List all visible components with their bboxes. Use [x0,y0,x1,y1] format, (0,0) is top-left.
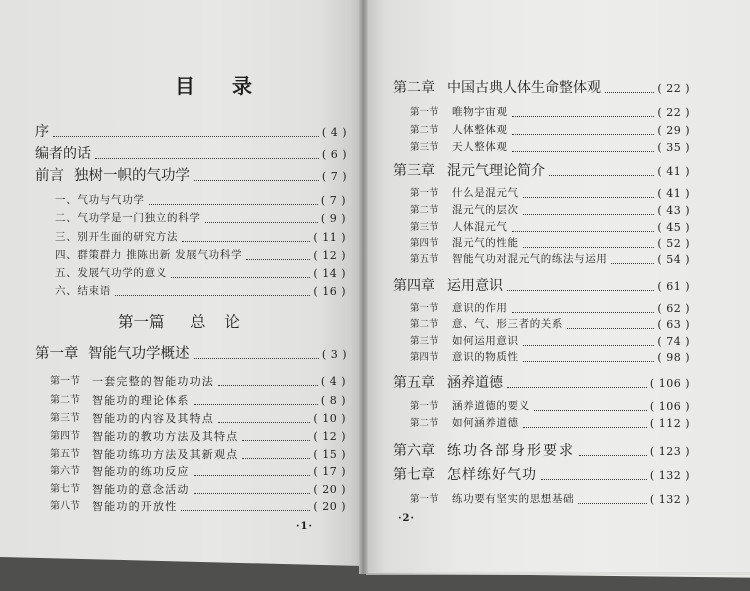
dot-leader [218,422,310,423]
toc-chapter [393,375,690,392]
toc-section [410,300,690,317]
entry-title: 三、别开生面的研究方法 [55,231,179,243]
entry-label: 第二节 [50,395,80,406]
toc-section [410,185,690,202]
entry-title: 智能气功对混元气的练法与运用 [452,253,608,265]
toc-entry [55,210,346,227]
toc-section [410,139,690,156]
entry-label: 第四节 [410,238,439,249]
toc-section [410,235,690,252]
entry-label: 第二节 [410,319,439,330]
dot-leader [53,136,319,137]
toc-entry [35,124,347,141]
entry-page: ( 61 ) [657,280,690,293]
entry-label: 第七章 [393,467,435,483]
toc-section [410,316,690,333]
dot-leader [181,510,310,511]
entry-label: 第五节 [50,449,80,460]
entry-title: 智能功的练功反应 [92,465,190,478]
toc-section [410,251,690,268]
entry-page: ( 16 ) [313,285,346,298]
entry-label: 第八节 [50,501,80,512]
entry-title: 智能功练功方法及其新观点 [92,448,239,461]
entry-title: 人体混元气 [452,221,508,233]
dot-leader [194,493,311,494]
entry-page: ( 12 ) [313,249,346,262]
entry-title: 智能气功学概述 [88,346,190,362]
entry-title: 意识的作用 [452,302,508,314]
toc-entry [55,229,346,246]
dot-leader [534,410,647,411]
dot-leader [523,214,655,215]
entry-page: ( 74 ) [657,335,690,348]
entry-page: ( 8 ) [320,394,346,407]
toc-chapter [35,346,347,363]
entry-page: ( 132 ) [649,493,690,506]
toc-entry [55,247,346,264]
toc-section [410,415,690,432]
dot-leader [194,358,319,359]
entry-title: 智能功的开放性 [92,500,178,513]
entry-label: 第一节 [410,401,439,412]
entry-label: 第三节 [410,222,439,233]
toc-section [50,428,346,445]
dot-leader [512,231,655,232]
dot-leader [194,475,311,476]
entry-title: 五、发展气功学的意义 [55,267,167,279]
entry-title: 智能功的教功方法及其特点 [92,430,239,443]
entry-label: 第四章 [393,278,435,294]
entry-label: 第六章 [393,443,435,459]
entry-title: 二、气功学是一门独立的科学 [55,212,201,224]
book-gutter [359,0,368,574]
entry-page: ( 112 ) [649,417,690,430]
entry-title: 编者的话 [35,146,91,162]
entry-page: ( 35 ) [657,141,690,154]
toc-section [410,219,690,236]
entry-label: 第二节 [410,205,439,216]
entry-label: 第一章 [35,346,79,362]
entry-label: 第四节 [410,352,439,363]
entry-page: ( 132 ) [649,469,690,482]
entry-label: 第四节 [50,431,80,442]
dot-leader [512,151,655,152]
toc-section [410,202,690,219]
dot-leader [541,479,647,480]
toc-section [50,410,346,427]
entry-page: ( 15 ) [313,448,346,461]
dot-leader [507,290,654,291]
entry-label: 第一节 [410,188,439,199]
toc-title: 目 录 [175,74,252,98]
page-stack-edge [366,572,750,575]
entry-label: 第二章 [393,80,435,96]
entry-page: ( 45 ) [657,221,690,234]
entry-page: ( 22 ) [657,82,690,95]
dot-leader [549,175,654,176]
part-title: 总 论 [190,313,240,331]
entry-label: 第一节 [410,494,439,505]
toc-chapter [393,443,690,460]
entry-title: 涵养道德的要义 [452,400,530,412]
entry-label: 第三节 [410,142,439,153]
entry-page: ( 17 ) [313,465,346,478]
toc-entry [35,146,347,163]
toc-chapter [393,278,690,295]
entry-title: 练功要有坚实的思想基础 [452,493,575,505]
dot-leader [605,92,654,93]
toc-section [50,446,346,463]
entry-page: ( 11 ) [313,231,346,244]
dot-leader [507,387,647,388]
page-number-left: ·1· [296,521,313,532]
toc-chapter [393,80,690,97]
toc-section [50,373,346,390]
entry-page: ( 12 ) [313,430,346,443]
entry-page: ( 20 ) [313,500,346,513]
entry-label: 第三节 [50,413,80,424]
entry-label: 第六节 [50,466,80,477]
entry-title: 智能功的理论体系 [92,394,190,407]
toc-entry [35,168,347,185]
entry-label: 前言 [35,168,64,184]
entry-page: ( 29 ) [657,124,690,137]
toc-entry [55,265,346,282]
toc-section [410,122,690,139]
dot-leader [242,458,310,459]
entry-title: 一、气功与气功学 [55,194,145,206]
dot-leader [523,247,655,248]
entry-label: 第二节 [410,418,439,429]
dot-leader [579,455,647,456]
entry-title: 如何涵养道德 [452,417,519,429]
part-label: 第一篇 [118,313,165,331]
entry-label: 第五章 [393,375,435,391]
dot-leader [512,116,655,117]
entry-page: ( 41 ) [657,187,690,200]
toc-section [410,398,690,415]
toc-section [410,333,690,350]
dot-leader [567,328,654,329]
toc-section [410,104,690,121]
dot-leader [182,241,310,242]
dot-leader [512,312,655,313]
entry-page: ( 63 ) [657,318,690,331]
entry-page: ( 106 ) [649,377,690,390]
dot-leader [611,263,654,264]
dot-leader [95,158,319,159]
entry-page: ( 22 ) [657,106,690,119]
entry-label: 第一节 [410,107,439,118]
entry-title: 独树一帜的气功学 [74,168,190,184]
entry-title: 涵养道德 [447,375,503,391]
dot-leader [512,134,655,135]
dot-leader [115,295,310,296]
entry-page: ( 123 ) [649,445,690,458]
entry-title: 如何运用意识 [452,335,519,347]
dot-leader [194,180,319,181]
entry-label: 第七节 [50,484,80,495]
dot-leader [149,204,318,205]
entry-page: ( 54 ) [657,253,690,266]
entry-title: 四、群策群力 推陈出新 发展气功科学 [55,249,243,261]
dot-leader [523,345,655,346]
entry-label: 第一节 [410,303,439,314]
page-number-right: ·2· [398,513,415,524]
entry-title: 六、结束语 [55,285,111,297]
entry-page: ( 41 ) [657,165,690,178]
entry-title: 混元气理论简介 [447,163,545,179]
toc-entry [55,283,346,300]
dot-leader [523,361,655,362]
entry-title: 练功各部身形要求 [447,443,575,459]
entry-page: ( 52 ) [657,237,690,250]
entry-page: ( 14 ) [313,267,346,280]
toc-section [50,498,346,515]
entry-title: 什么是混元气 [452,187,519,199]
entry-title: 混元气的性能 [452,237,519,249]
entry-title: 一套完整的智能功功法 [92,375,214,388]
dot-leader [194,404,318,405]
toc-entry [55,192,346,209]
entry-page: ( 4 ) [321,126,347,139]
entry-title: 天人整体观 [452,141,508,153]
dot-leader [171,277,310,278]
entry-page: ( 62 ) [657,302,690,315]
entry-page: ( 98 ) [657,351,690,364]
entry-title: 智能功的意念活动 [92,483,190,496]
entry-title: 怎样练好气功 [447,467,537,483]
entry-page: ( 9 ) [320,212,346,225]
toc-section [50,481,346,498]
entry-page: ( 20 ) [313,483,346,496]
entry-title: 中国古典人体生命整体观 [447,80,601,96]
entry-title: 意识的物质性 [452,351,519,363]
entry-label: 第二节 [410,125,439,136]
entry-label: 第三节 [410,336,439,347]
toc-section [50,463,346,480]
dot-leader [523,197,655,198]
entry-title: 智能功的内容及其特点 [92,412,214,425]
entry-title: 意、气、形三者的关系 [452,318,563,330]
entry-page: ( 7 ) [320,194,346,207]
entry-title: 唯物宇宙观 [452,106,508,118]
entry-page: ( 6 ) [321,148,347,161]
entry-page: ( 10 ) [313,412,346,425]
entry-label: 第三章 [393,163,435,179]
entry-page: ( 7 ) [321,170,347,183]
entry-title: 序 [35,124,49,140]
toc-section [50,392,346,409]
entry-title: 人体整体观 [452,124,508,136]
entry-page: ( 106 ) [649,400,690,413]
dot-leader [523,427,647,428]
toc-section [410,349,690,366]
entry-page: ( 3 ) [321,348,347,361]
toc-section [410,491,690,508]
entry-page: ( 4 ) [320,375,346,388]
dot-leader [246,259,310,260]
entry-title: 混元气的层次 [452,204,519,216]
toc-chapter [393,467,690,484]
entry-page: ( 43 ) [657,204,690,217]
dot-leader [578,503,647,504]
entry-title: 运用意识 [447,278,503,294]
entry-label: 第五节 [410,254,439,265]
dot-leader [205,222,318,223]
entry-label: 第一节 [50,376,80,387]
dot-leader [242,440,310,441]
dot-leader [218,385,318,386]
toc-chapter [393,163,690,180]
